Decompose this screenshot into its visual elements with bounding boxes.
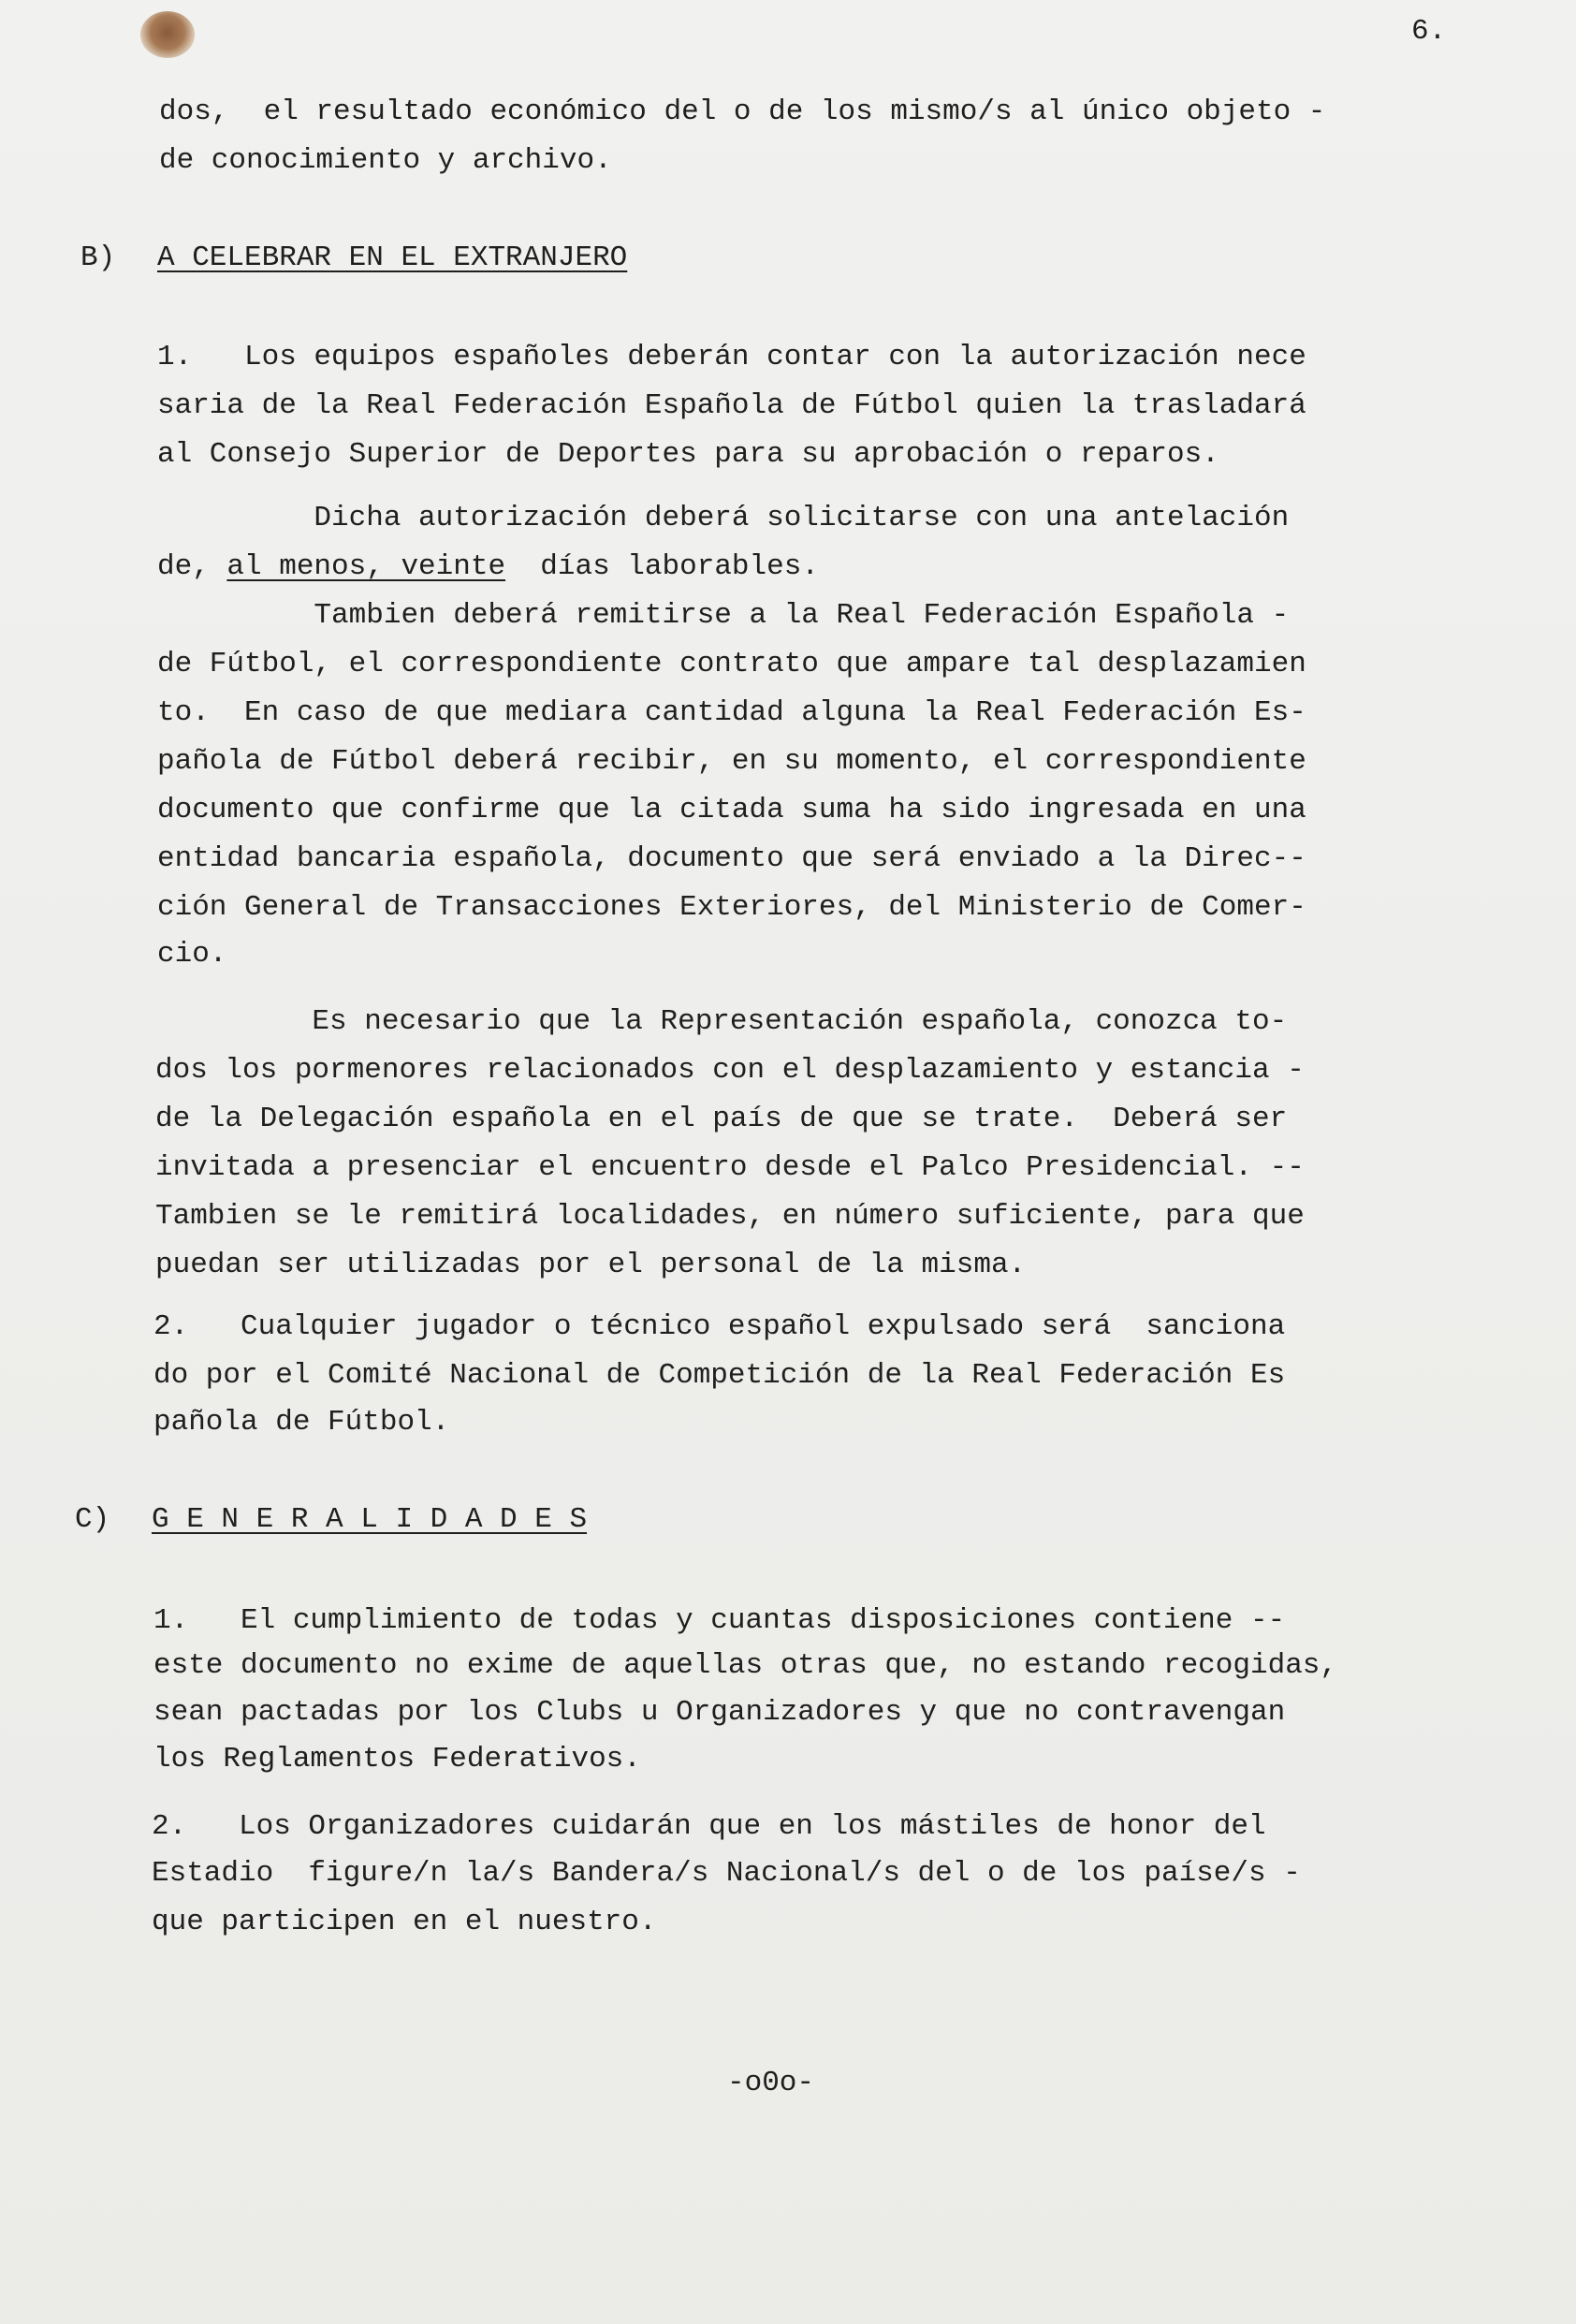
page-number: 6. (1411, 15, 1447, 48)
text-segment: de, (157, 550, 227, 583)
text-line: pañola de Fútbol deberá recibir, en su momento, el correspondiente (157, 745, 1306, 778)
text-line: sean pactadas por los Clubs u Organizadores y que no contravengan (153, 1696, 1286, 1729)
text-line: de la Delegación española en el país de que se trate. Deberá ser (155, 1103, 1288, 1135)
text-segment: días laborables. (505, 550, 819, 583)
text-line: de conocimiento y archivo. (159, 144, 612, 177)
text-line: al Consejo Superior de Deportes para su aprobación o reparos. (157, 438, 1219, 471)
text-line (157, 548, 819, 586)
text-line: Tambien se le remitirá localidades, en número suficiente, para que (155, 1200, 1305, 1233)
text-line: pañola de Fútbol. (153, 1406, 450, 1439)
section-b-letter: B) (80, 241, 116, 274)
text-line: cio. (157, 938, 227, 971)
text-line: 2. Los Organizadores cuidarán que en los mástiles de honor del (152, 1810, 1266, 1843)
text-line: este documento no exime de aquellas otras que, no estando recogidas, (153, 1649, 1338, 1682)
text-line: to. En caso de que mediara cantidad alguna la Real Federación Es- (157, 696, 1306, 729)
text-line: entidad bancaria española, documento que será enviado a la Direc-- (157, 842, 1306, 875)
text-line: dos, el resultado económico del o de los mismo/s al único objeto - (159, 95, 1326, 128)
text-line: que participen en el nuestro. (152, 1906, 657, 1938)
text-line: Tambien deberá remitirse a la Real Federación Española - (157, 599, 1290, 632)
text-line: dos los pormenores relacionados con el desplazamiento y estancia - (155, 1054, 1305, 1087)
end-mark: -o0o- (727, 2067, 815, 2099)
text-line: saria de la Real Federación Española de Fútbol quien la trasladará (157, 389, 1306, 422)
text-line: 1. Los equipos españoles deberán contar con la autorización nece (157, 341, 1306, 373)
text-line: 2. Cualquier jugador o técnico español expulsado será sanciona (153, 1310, 1286, 1343)
coffee-stain (140, 11, 195, 58)
section-b-title: A CELEBRAR EN EL EXTRANJERO (157, 241, 628, 274)
text-line: do por el Comité Nacional de Competición de la Real Federación Es (153, 1359, 1286, 1392)
text-line: Es necesario que la Representación española, conozca to- (155, 1005, 1288, 1038)
text-line: Estadio figure/n la/s Bandera/s Nacional/s del o de los paíse/s - (152, 1857, 1301, 1890)
section-c-letter: C) (75, 1503, 110, 1536)
text-line: 1. El cumplimiento de todas y cuantas disposiciones contiene -- (153, 1604, 1286, 1637)
section-c-title: G E N E R A L I D A D E S (152, 1503, 588, 1536)
underlined-text: al menos, veinte (226, 550, 506, 583)
text-line: de Fútbol, el correspondiente contrato que ampare tal desplazamien (157, 648, 1306, 680)
text-line: Dicha autorización deberá solicitarse con una antelación (157, 502, 1290, 534)
text-line: documento que confirme que la citada suma ha sido ingresada en una (157, 794, 1306, 826)
text-line: puedan ser utilizadas por el personal de la misma. (155, 1249, 1027, 1281)
text-line: invitada a presenciar el encuentro desde el Palco Presidencial. -- (155, 1151, 1305, 1184)
text-line: ción General de Transacciones Exteriores, del Ministerio de Comer- (157, 891, 1306, 924)
text-line: los Reglamentos Federativos. (153, 1743, 641, 1776)
